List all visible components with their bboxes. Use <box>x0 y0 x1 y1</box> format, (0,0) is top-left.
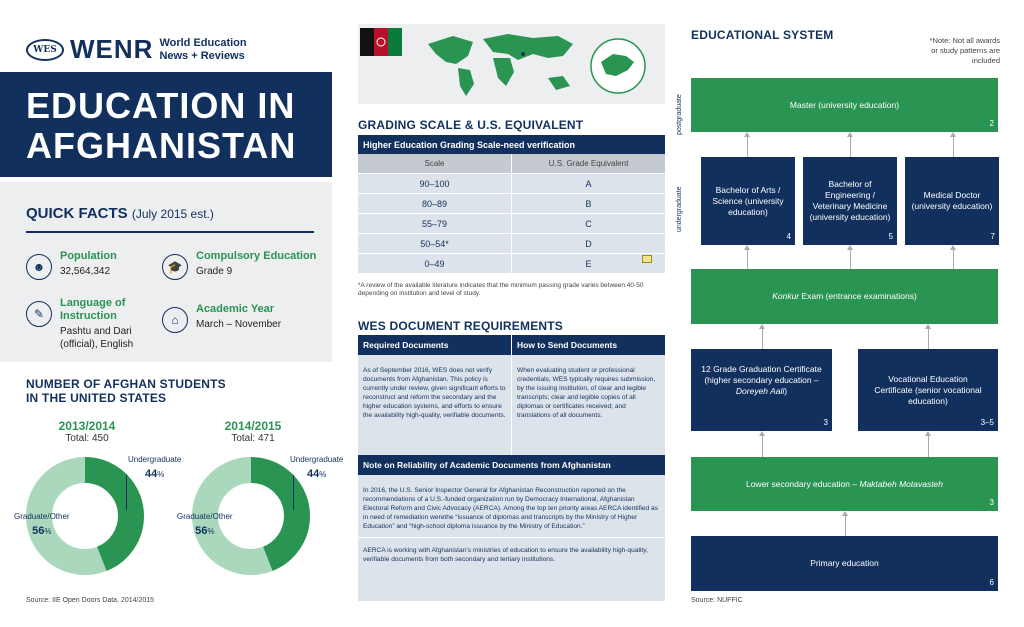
afghanistan-flag-icon <box>360 28 402 56</box>
year-label: 2013/2014 Total: 450 <box>58 419 116 444</box>
docs-header: Required Documents How to Send Documents <box>358 335 665 355</box>
medical-doctor-box: Medical Doctor (university education) 7 <box>905 157 999 245</box>
brand-name: WENR <box>70 34 154 64</box>
edu-source: Source: NUFFIC <box>691 597 743 604</box>
brand-sub: World Education News + Reviews <box>159 36 247 62</box>
fact-compulsory: 🎓 Compulsory Education Grade 9 <box>162 250 327 280</box>
grad-label: Graduate/Other 56% <box>177 512 233 537</box>
master-box: Master (university education) 2 <box>691 78 998 132</box>
table-row: 50–54* D <box>358 234 665 254</box>
divider <box>26 231 314 233</box>
docs-note-1: In 2016, the U.S. Senior Inspector General for Afghanistan Reconstruction reported on the recommendations of a U.S.-funded organization run by Democracy International, Afghanistan Electoral Reform and Civic Advocacy (AERCA). Among the top ten priority areas AERCA identified as in need of remediation werethe “issuance of diplomas and transcripts by the Ministry of Higher Education” and “high-school diploma issuance by the Ministry of Education.” <box>363 487 659 530</box>
comment-icon[interactable] <box>642 255 652 263</box>
fact-population: ☻ Population 32,564,342 <box>26 250 156 280</box>
school-icon: ⌂ <box>162 307 188 333</box>
grading-title: GRADING SCALE & U.S. EQUIVALENT <box>358 118 584 132</box>
grad-label: Graduate/Other 56% <box>14 512 70 537</box>
brand-logo <box>26 34 247 65</box>
grading-note: *A review of the available literature indicates that the minimum passing grade varies between 40-50 depending on institution and level of study. <box>358 282 644 297</box>
year-label: 2014/2015 Total: 471 <box>224 419 282 444</box>
edu-note: *Note: Not all awards or study patterns are included <box>929 36 1000 65</box>
edu-title: EDUCATIONAL SYSTEM <box>691 28 834 42</box>
table-row: 80–89 B <box>358 194 665 214</box>
undergrad-label: undergraduate <box>676 186 683 232</box>
table-header: Scale U.S. Grade Equivalent <box>358 154 665 174</box>
vocational-box: Vocational Education Certificate (senior vocational education) 3–5 <box>858 349 998 431</box>
leader-line <box>293 475 294 510</box>
docs-panel <box>358 335 665 601</box>
graduation-cap-icon: 🎓 <box>162 254 188 280</box>
lower-secondary-box: Lower secondary education – Maktabeh Motavasteh 3 <box>691 457 998 511</box>
people-icon: ☻ <box>26 254 52 280</box>
table-row: 55–79 C <box>358 214 665 234</box>
table-row: 90–100 A <box>358 174 665 194</box>
quick-facts-title: QUICK FACTS (July 2015 est.) <box>26 205 214 222</box>
docs-note-2: AERCA is working with Afghanistan’s ministries of education to ensure the availability high-quality, verifiable documents from both secondary and tertiary institutions. <box>363 547 648 563</box>
map-banner <box>358 24 665 104</box>
docs-title: WES DOCUMENT REQUIREMENTS <box>358 319 564 333</box>
wes-logo-icon: WES <box>26 39 64 61</box>
docs-note-header: Note on Reliability of Academic Documents from Afghanistan <box>358 455 665 475</box>
bachelor-arts-box: Bachelor of Arts / Science (university education) 4 <box>701 157 795 245</box>
undergrad-label: Undergraduate 44% <box>290 455 344 480</box>
fact-academic-year: ⌂ Academic Year March – November <box>162 303 322 333</box>
fact-language: ✎ Language of Instruction Pashtu and Dari (official), English <box>26 297 158 351</box>
speech-icon: ✎ <box>26 301 52 327</box>
grade12-box: 12 Grade Graduation Certificate (higher secondary education – Doreyeh Aali) 3 <box>691 349 832 431</box>
konkur-box: Konkur Exam (entrance examinations) <box>691 269 998 324</box>
undergrad-label: Undergraduate 44% <box>128 455 182 480</box>
page-title: EDUCATION IN AFGHANISTAN <box>0 72 332 177</box>
postgrad-label: postgraduate <box>676 94 683 135</box>
students-source: Source: IIE Open Doors Data, 2014/2015 <box>26 597 155 604</box>
leader-line <box>126 475 127 510</box>
docs-body: As of September 2016, WES does not verify documents from Afghanistan. This policy is currently under review, given significant efforts to reconstruct and reform the secondary and the higher education systems, and efforts to ensure the availability high-quality, verifiable documents. When evaluating student or professional credentials, WES typically requires submission, by the issuing institution, of clear and legible transcripts; clear and legible copies of all diplomas or certificates received; and translations of all documents. <box>358 355 665 455</box>
bachelor-eng-box: Bachelor of Engineering / Veterinary Medicine (university education) 5 <box>803 157 897 245</box>
table-row: 0–49 E <box>358 254 665 274</box>
grading-table-title: Higher Education Grading Scale-need verification <box>358 135 665 154</box>
world-map-icon <box>358 24 665 104</box>
students-title: NUMBER OF AFGHAN STUDENTS IN THE UNITED STATES <box>26 377 226 405</box>
primary-box: Primary education 6 <box>691 536 998 591</box>
grading-table <box>358 135 665 274</box>
